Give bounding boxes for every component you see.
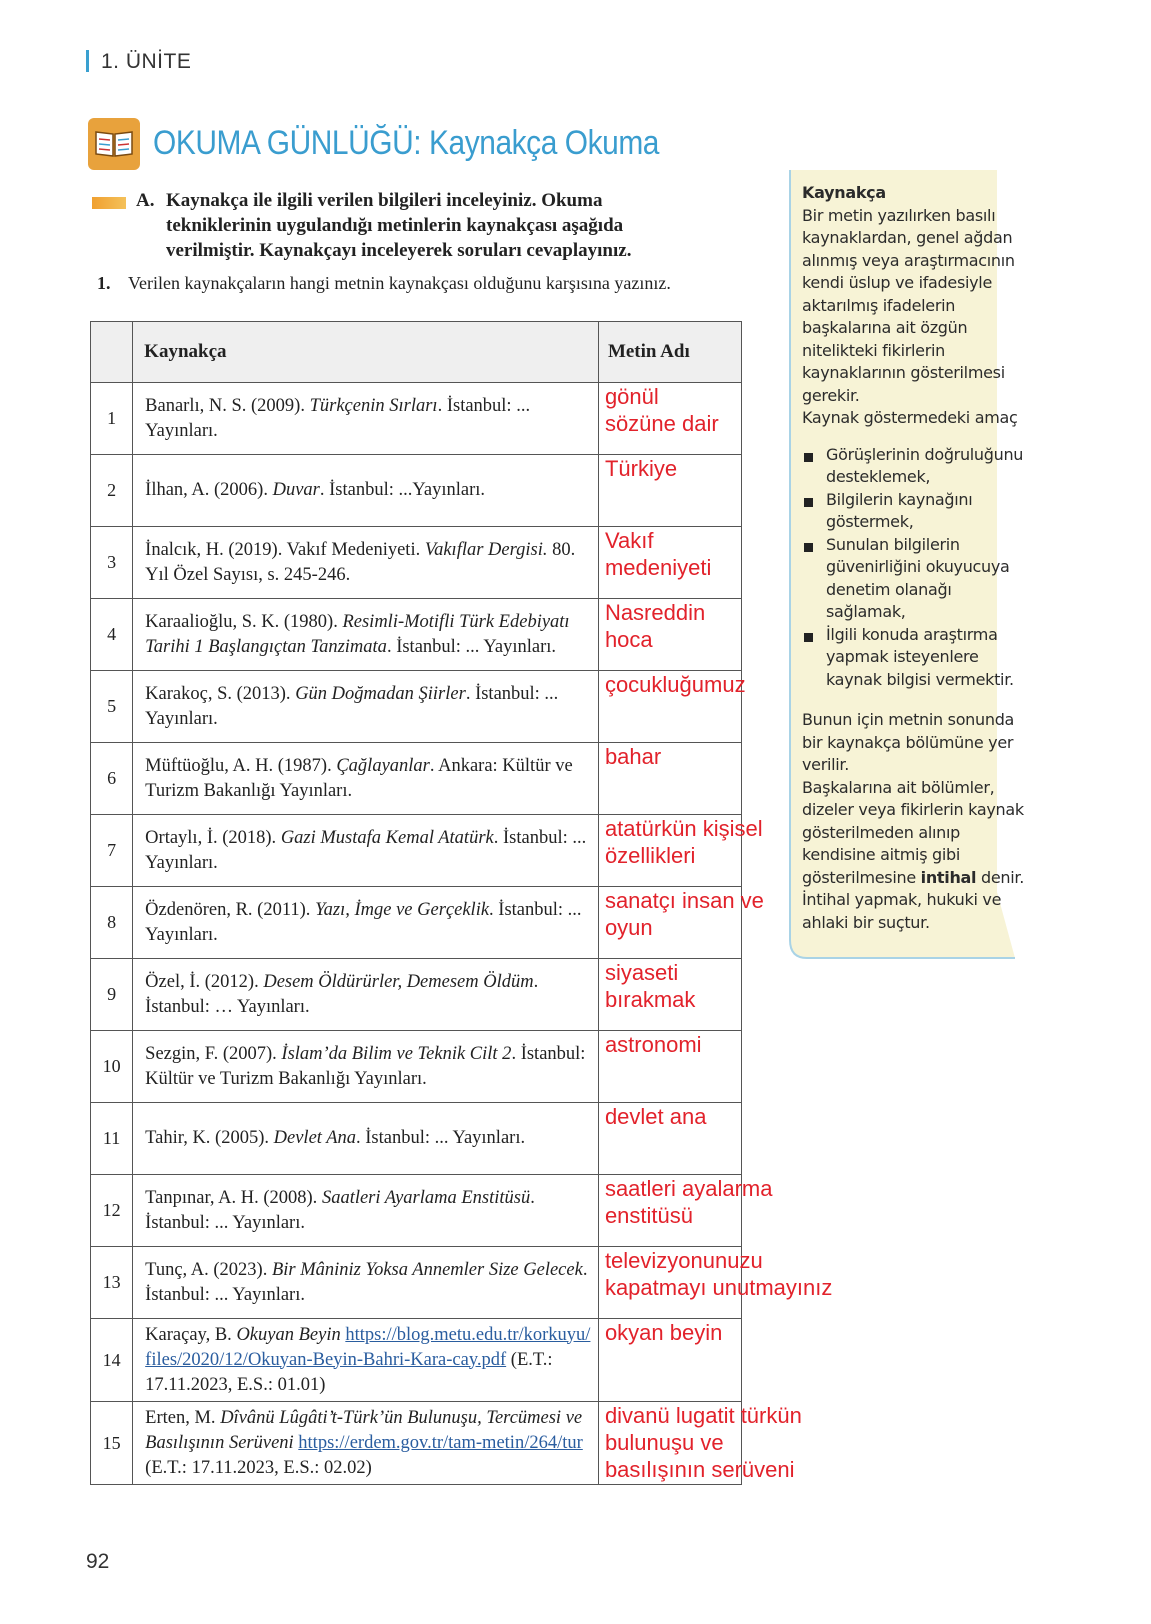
table-row <box>91 1402 742 1485</box>
sidebar-purpose: Kaynak göstermedeki amaç <box>802 408 1018 427</box>
source-work-title: Gün Doğmadan Şiirler <box>295 683 466 704</box>
handwritten-answer: Türkiye <box>604 456 678 481</box>
page-number: 92 <box>86 1550 110 1573</box>
source-publisher: . İstanbul: ... Yayınları. <box>145 395 531 441</box>
source-work-title: Vakıflar Dergisi. <box>424 539 548 560</box>
handwritten-answer: bahar <box>604 744 662 769</box>
row-number: 3 <box>91 527 133 599</box>
sidebar-term-intihal: intihal <box>920 867 977 887</box>
row-answer-cell[interactable] <box>598 743 741 815</box>
row-source <box>133 671 599 743</box>
handwritten-answer: atatürkün kişisel özellikleri <box>604 816 763 868</box>
row-number: 7 <box>91 815 133 887</box>
row-number: 8 <box>91 887 133 959</box>
row-source <box>133 887 599 959</box>
row-number: 4 <box>91 599 133 671</box>
row-answer-cell[interactable] <box>598 599 741 671</box>
table-row <box>91 1247 742 1319</box>
handwritten-answer: Vakıf medeniyeti <box>604 528 712 580</box>
row-source <box>133 383 599 455</box>
source-work-title: Duvar <box>272 480 320 500</box>
source-publisher: 80. Yıl Özel Sayısı, s. 245-246. <box>145 539 576 585</box>
sidebar-para-2-a: Başkalarına ait bölümler, dizeler veya fikirlerin kaynak gösterilmeden alınıp kendisine aitmiş gibi gösterilmesine <box>802 777 1024 887</box>
instruction-marker <box>92 197 126 209</box>
table-row <box>91 1175 742 1247</box>
row-source <box>133 1103 599 1175</box>
row-answer-cell[interactable] <box>598 1031 741 1103</box>
source-author: İlhan, A. (2006). <box>145 480 273 500</box>
source-publisher: . İstanbul: … Yayınları. <box>145 971 539 1017</box>
row-source <box>133 743 599 815</box>
row-number: 15 <box>91 1402 133 1485</box>
source-author: Tahir, K. (2005). <box>145 1128 274 1148</box>
table-row <box>91 1319 742 1402</box>
instruction <box>136 188 676 263</box>
table-row <box>91 1031 742 1103</box>
row-number: 5 <box>91 671 133 743</box>
row-number: 14 <box>91 1319 133 1402</box>
handwritten-answer: divanü lugatit türkün bulunuşu ve basılışının serüveni <box>604 1403 802 1482</box>
source-work-title: Okuyan Beyin <box>236 1324 341 1345</box>
row-source <box>133 1031 599 1103</box>
source-publisher: . İstanbul: ... Yayınları. <box>145 827 587 873</box>
source-author: Sezgin, F. (2007). <box>145 1043 282 1064</box>
row-source <box>133 1175 599 1247</box>
row-number: 10 <box>91 1031 133 1103</box>
source-publisher: . İstanbul: Kültür ve Turizm Bakanlığı Yayınları. <box>145 1043 586 1089</box>
source-work-title: Devlet Ana <box>273 1128 357 1148</box>
row-source <box>133 1319 599 1402</box>
row-source <box>133 599 599 671</box>
row-answer-cell[interactable] <box>598 887 764 959</box>
row-source <box>133 815 599 887</box>
row-source <box>133 1402 599 1485</box>
handwritten-answer: Nasreddin hoca <box>604 600 706 652</box>
header-source: Kaynakça <box>133 322 599 383</box>
row-answer-cell[interactable] <box>598 383 741 455</box>
source-publisher: . İstanbul: ... Yayınları. <box>356 1128 526 1148</box>
question-number: 1. <box>97 273 111 293</box>
header-title: Metin Adı <box>598 322 741 383</box>
table-row <box>91 455 742 527</box>
handwritten-answer: sanatçı insan ve oyun <box>604 888 764 940</box>
instruction-letter: A. <box>136 190 155 211</box>
table-row <box>91 671 742 743</box>
unit-bar <box>86 50 89 72</box>
unit-label <box>86 50 191 74</box>
row-number: 6 <box>91 743 133 815</box>
source-author: İnalcık, H. (2019). Vakıf Medeniyeti. <box>145 539 425 560</box>
sidebar-bullet: Sunulan bilgilerin güvenirliğini okuyucuya denetim olanağı sağlamak, <box>802 534 1034 624</box>
row-source <box>133 527 599 599</box>
table-row <box>91 959 742 1031</box>
source-link[interactable]: https://erdem.gov.tr/tam-metin/264/tur <box>298 1432 583 1453</box>
source-work-title: Resimli-Motifli Türk Edebiyatı Tarihi 1 Başlangıçtan Tanzimata <box>145 611 570 657</box>
source-work-title: Yazı, İmge ve Gerçeklik <box>315 899 490 920</box>
handwritten-answer: saatleri ayalarma enstitüsü <box>604 1176 773 1228</box>
source-publisher: . Ankara: Kültür ve Turizm Bakanlığı Yayınları. <box>145 755 573 801</box>
source-access-dates: (E.T.: 17.11.2023, E.S.: 01.01) <box>145 1349 553 1395</box>
source-access-dates: (E.T.: 17.11.2023, E.S.: 02.02) <box>145 1457 372 1478</box>
row-answer-cell[interactable] <box>598 815 763 887</box>
source-author: Karaalioğlu, S. K. (1980). <box>145 611 343 632</box>
row-source <box>133 959 599 1031</box>
sidebar-para-2 <box>802 777 1034 935</box>
source-author: Karaçay, B. <box>145 1324 237 1345</box>
sidebar-bullet: İlgili konuda araştırma yapmak isteyenlere kaynak bilgisi vermektir. <box>802 624 1034 692</box>
handwritten-answer: okyan beyin <box>604 1320 723 1345</box>
source-link[interactable]: https://blog.metu.edu.tr/korkuyu/files/2020/12/Okuyan-Beyin-Bahri-Kara-cay.pdf <box>145 1324 591 1370</box>
row-number: 2 <box>91 455 133 527</box>
source-author: Tanpınar, A. H. (2008). <box>145 1187 322 1208</box>
source-publisher: . İstanbul: ... Yayınları. <box>145 1187 535 1233</box>
sidebar-bullet: Görüşlerinin doğruluğunu desteklemek, <box>802 444 1034 489</box>
unit-text: 1. ÜNİTE <box>101 50 192 73</box>
question-text: Verilen kaynakçaların hangi metnin kaynakçası olduğunu karşısına yazınız. <box>128 273 671 293</box>
source-work-title: Bir Mâniniz Yoksa Annemler Size Gelecek <box>271 1259 583 1280</box>
source-work-title: Gazi Mustafa Kemal Atatürk <box>280 827 494 848</box>
row-answer-cell[interactable] <box>598 1247 833 1319</box>
sidebar-para-1: Bunun için metnin sonunda bir kaynakça bölümüne yer verilir. <box>802 710 1015 774</box>
source-work-title: Desem Öldürürler, Demesem Öldüm <box>263 971 534 992</box>
row-source <box>133 1247 599 1319</box>
source-publisher: . İstanbul: ...Yayınları. <box>319 480 486 500</box>
sidebar-intro: Bir metin yazılırken basılı kaynaklardan, genel ağdan alınmış veya araştırmacının kendi üslup ve ifadesiyle aktarılmış ifadelerin başkalarına ait özgün nitelikteki fikirlerin kaynaklarının gösterilmesi gerekir. <box>802 205 1015 405</box>
row-answer-cell[interactable] <box>598 455 741 527</box>
header-number <box>91 322 133 383</box>
handwritten-answer: gönül sözüne dair <box>604 384 719 436</box>
row-number: 11 <box>91 1103 133 1175</box>
source-work-title: Türkçenin Sırları <box>309 395 438 416</box>
handwritten-answer: siyaseti bırakmak <box>604 960 696 1012</box>
sidebar-bullet: Bilgilerin kaynağını göstermek, <box>802 489 1034 534</box>
row-number: 12 <box>91 1175 133 1247</box>
table-row <box>91 599 742 671</box>
instruction-text: Kaynakça ile ilgili verilen bilgileri inceleyiniz. Okuma tekniklerinin uygulandığı metinlerin kaynakçası aşağıda verilmiştir. Kaynakçayı inceleyerek soruları cevaplayınız. <box>166 190 632 261</box>
handwritten-answer: çocukluğumuz <box>604 672 746 697</box>
source-work-title: İslam’da Bilim ve Teknik Cilt 2 <box>281 1043 512 1064</box>
source-author: Özdenören, R. (2011). <box>145 899 316 920</box>
book-icon <box>88 118 140 170</box>
table-row <box>91 743 742 815</box>
row-answer-cell[interactable] <box>598 1103 741 1175</box>
source-publisher: . İstanbul: ... Yayınları. <box>145 899 582 945</box>
row-number: 9 <box>91 959 133 1031</box>
page-title: OKUMA GÜNLÜĞÜ: Kaynakça Okuma <box>153 124 660 162</box>
row-answer-cell[interactable] <box>598 671 746 743</box>
table-row <box>91 527 742 599</box>
source-author: Karakoç, S. (2013). <box>145 683 296 704</box>
sidebar-para-2-b: denir. İntihal yapmak, hukuki ve ahlaki bir suçtur. <box>802 867 1025 932</box>
source-publisher: . İstanbul: ... Yayınları. <box>145 1259 588 1305</box>
row-source <box>133 455 599 527</box>
source-work-title: Çağlayanlar <box>336 755 430 776</box>
handwritten-answer: astronomi <box>604 1032 702 1057</box>
table-row <box>91 1103 742 1175</box>
row-number: 1 <box>91 383 133 455</box>
bibliography-table <box>90 321 833 1485</box>
source-author: Müftüoğlu, A. H. (1987). <box>145 755 337 776</box>
sidebar-heading: Kaynakça <box>802 183 886 202</box>
source-work-title: Dîvânü Lûgâti’t-Türk’ün Bulunuşu, Tercümesi ve Basılışının Serüveni <box>145 1407 583 1453</box>
source-publisher: . İstanbul: ... Yayınları. <box>386 636 557 657</box>
table-row <box>91 887 742 959</box>
row-answer-cell[interactable] <box>598 527 741 599</box>
source-author: Erten, M. <box>145 1407 221 1428</box>
source-work-title: Saatleri Ayarlama Enstitüsü <box>321 1187 531 1208</box>
source-author: Ortaylı, İ. (2018). <box>145 827 281 848</box>
sidebar-bullets <box>802 444 1034 692</box>
handwritten-answer: devlet ana <box>604 1104 707 1129</box>
row-answer-cell[interactable] <box>598 1175 773 1247</box>
row-answer-cell[interactable] <box>598 1319 741 1402</box>
question-1 <box>97 271 697 296</box>
source-publisher: . İstanbul: ... Yayınları. <box>145 683 559 729</box>
source-author: Tunç, A. (2023). <box>145 1259 272 1280</box>
table-row <box>91 815 742 887</box>
handwritten-answer: televizyonunuzu kapatmayı unutmayınız <box>604 1248 833 1300</box>
row-answer-cell[interactable] <box>598 959 741 1031</box>
row-number: 13 <box>91 1247 133 1319</box>
sidebar-text <box>802 182 1034 934</box>
row-answer-cell[interactable] <box>598 1402 802 1485</box>
source-author: Banarlı, N. S. (2009). <box>145 395 310 416</box>
table-row <box>91 383 742 455</box>
source-author: Özel, İ. (2012). <box>145 971 264 992</box>
